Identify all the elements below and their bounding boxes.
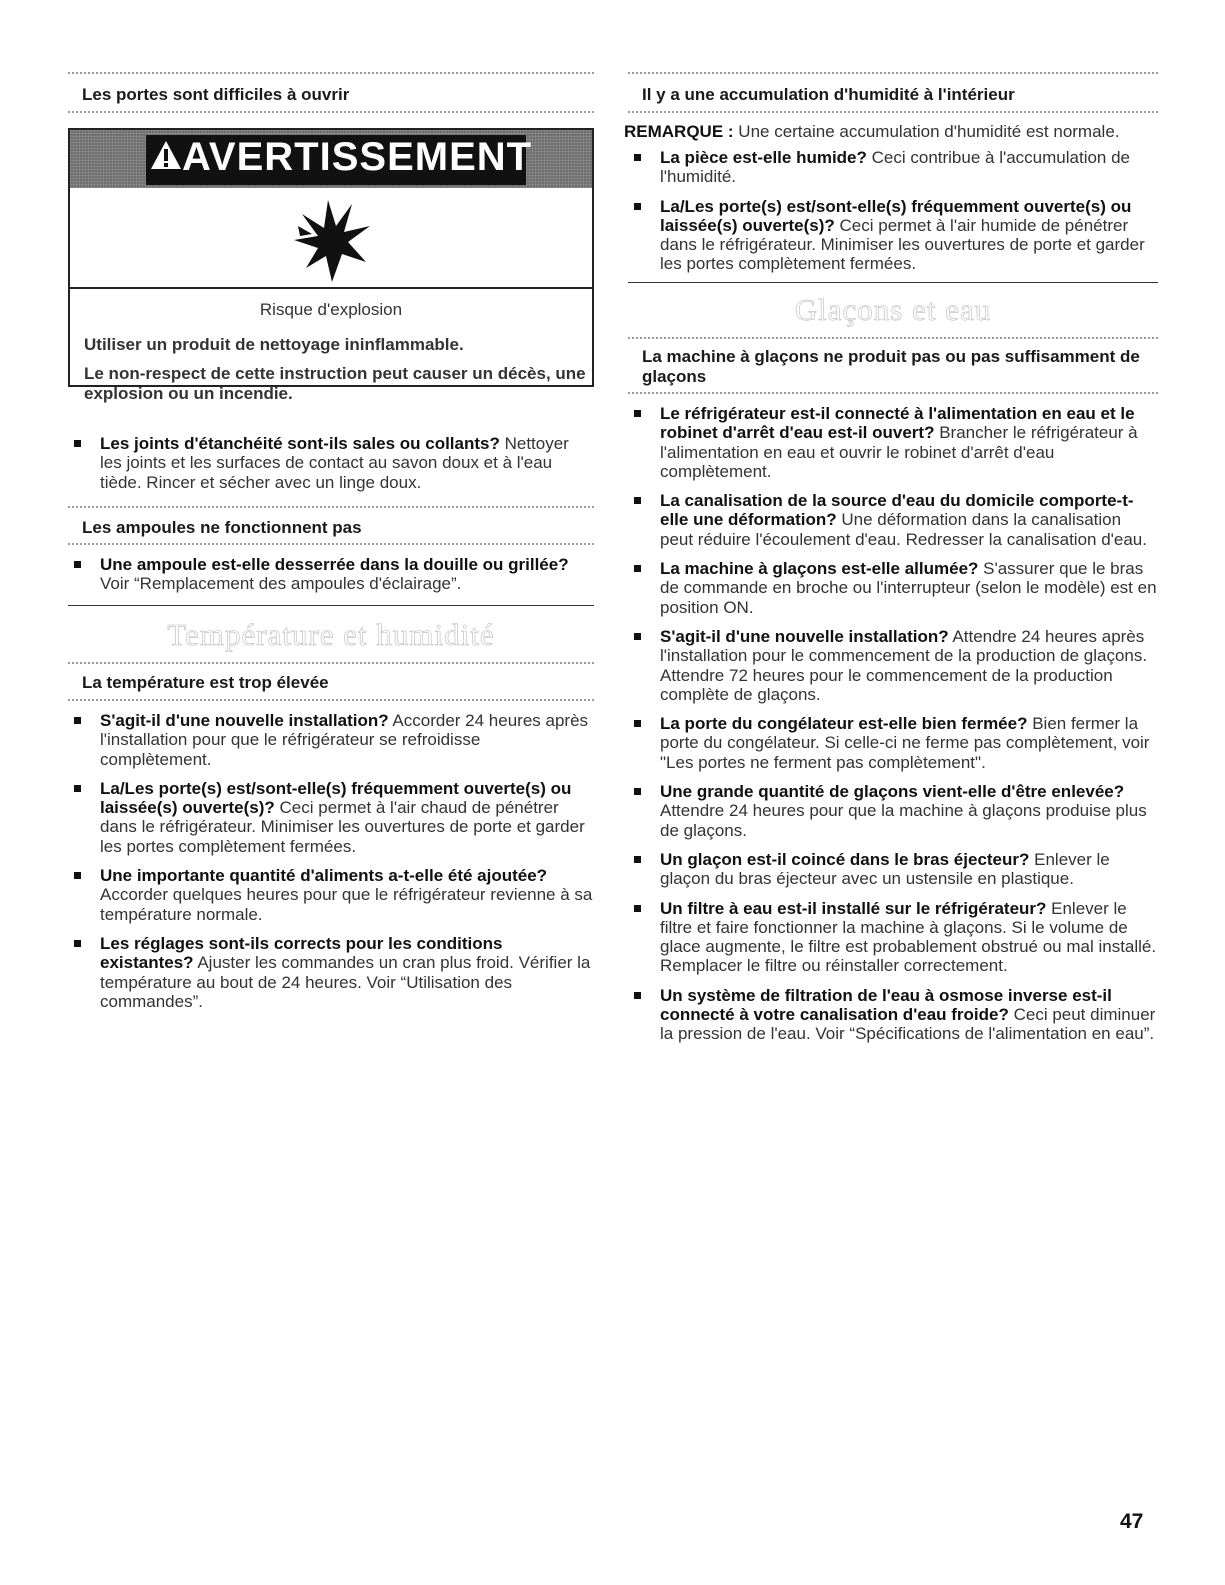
question: La machine à glaçons est-elle allumée? [660, 559, 979, 579]
list-item [628, 148, 1158, 187]
question: Une ampoule est-elle desserrée dans la douille ou grillée? [100, 555, 569, 574]
list-item [628, 627, 1158, 704]
question: Un système de filtration de l'eau à osmose inverse est-il connecté à votre canalisation d'eau froide? [660, 985, 1112, 1025]
warning-triangle-icon [150, 140, 182, 170]
note-text: Une certaine accumulation d'humidité est normale. [733, 122, 1120, 141]
answer: Ceci permet à l'air chaud de pénétrer dans le réfrigérateur. Minimiser les ouvertures de porte et garder les portes complètement fermées. [100, 798, 585, 856]
answer: Ceci peut diminuer la pression de l'eau. Voir “Spécifications de l'alimentation en eau”. [660, 1005, 1156, 1044]
question: La canalisation de la source d'eau du domicile comporte-t-elle une déformation? [660, 491, 1134, 530]
answer: Accorder quelques heures pour que le réfrigérateur revienne à sa température normale. [100, 885, 593, 924]
note-label: REMARQUE : [624, 122, 734, 141]
divider [68, 662, 594, 664]
answer: Bien fermer la porte du congélateur. Si celle-ci ne ferme pas complètement, voir "Les portes ne ferment pas complètement". [660, 714, 1150, 772]
divider [628, 392, 1158, 394]
question: S'agit-il d'une nouvelle installation? [660, 626, 949, 646]
list-item [628, 491, 1158, 549]
section-rule [628, 282, 1158, 283]
temp-list [68, 711, 594, 1021]
list-item [628, 404, 1158, 481]
question: Les réglages sont-ils corrects pour les conditions existantes? [100, 933, 503, 973]
question: Un filtre à eau est-il installé sur le réfrigérateur? [660, 898, 1047, 918]
list-item [628, 714, 1158, 772]
list-item [628, 197, 1158, 274]
humidity-list [628, 148, 1158, 284]
question: S'agit-il d'une nouvelle installation? [100, 711, 389, 730]
section-rule [68, 605, 594, 606]
question: La/Les porte(s) est/sont-elle(s) fréquemment ouverte(s) ou laissée(s) ouverte(s)? [660, 196, 1132, 235]
heading-doors-hard-to-open: Les portes sont difficiles à ouvrir [82, 85, 350, 104]
divider [70, 287, 592, 289]
answer: Une déformation dans la canalisation peut réduire l'écoulement d'eau. Redresser la canalisation d'eau. [660, 510, 1147, 549]
divider [68, 72, 594, 74]
question: Une importante quantité d'aliments a-t-elle été ajoutée? [100, 866, 548, 886]
divider [628, 111, 1158, 113]
answer: Brancher le réfrigérateur à l'alimentation en eau et ouvrir le robinet d'arrêt d'eau complètement. [660, 423, 1138, 481]
list-item [68, 555, 594, 594]
list-item [68, 434, 594, 492]
question: Les joints d'étanchéité sont-ils sales ou collants? [100, 434, 500, 453]
section-title-ice-water: Glaçons et eau [794, 292, 992, 327]
warning-consequence: Le non-respect de cette instruction peut causer un décès, une explosion ou un incendie. [84, 364, 586, 403]
divider [68, 543, 594, 545]
joints-list [68, 434, 594, 492]
warning-subtitle: Risque d'explosion [259, 300, 403, 319]
list-item [68, 711, 594, 769]
divider [68, 699, 594, 701]
list-item [628, 559, 1158, 617]
question: La/Les porte(s) est/sont-elle(s) fréquemment ouverte(s) ou laissée(s) ouverte(s)? [100, 778, 572, 818]
divider [628, 337, 1158, 339]
divider [628, 72, 1158, 74]
list-item [68, 779, 594, 856]
answer: Attendre 24 heures pour que la machine à glaçons produise plus de glaçons. [660, 801, 1147, 840]
answer: Ceci contribue à l'accumulation de l'humidité. [660, 148, 1131, 187]
answer: Ajuster les commandes un cran plus froid. Vérifier la température au bout de 24 heures. Voir “Utilisation des commandes”. [100, 953, 591, 1011]
question: La porte du congélateur est-elle bien fermée? [660, 714, 1028, 734]
answer: Enlever le filtre et faire fonctionner la machine à glaçons. Si le volume de glace augmente, le filtre est probablement obstrué ou mal installé. Remplacer le filtre ou réinstaller correctement. [660, 898, 1157, 976]
list-item [68, 934, 594, 1011]
list-item [628, 850, 1158, 889]
heading-temp-too-high: La température est trop élevée [82, 673, 329, 692]
answer: Attendre 24 heures après l'installation pour le commencement de la production de glaçons. Attendre 72 heures pour le commencement de la production complète de glaçons. [660, 626, 1148, 704]
page-number: 47 [1120, 1510, 1144, 1533]
warning-box [68, 128, 594, 403]
answer: Accorder 24 heures après l'installation pour que le réfrigérateur se refroidisse complètement. [100, 711, 589, 769]
answer: Ceci permet à l'air humide de pénétrer dans le réfrigérateur. Minimiser les ouvertures de porte et garder les portes complètement fermées. [660, 215, 1145, 274]
warning-label: AVERTISSEMENT [182, 135, 533, 179]
question: La pièce est-elle humide? [660, 148, 867, 167]
heading-humidity: Il y a une accumulation d'humidité à l'intérieur [642, 85, 1015, 104]
section-title-temperature: Température et humidité [167, 617, 495, 652]
list-item [628, 782, 1158, 840]
explosion-icon [292, 196, 372, 284]
question: Le réfrigérateur est-il connecté à l'alimentation en eau et le robinet d'arrêt d'eau est-il ouvert? [660, 404, 1135, 443]
list-item [628, 986, 1158, 1044]
divider [68, 506, 594, 508]
question: Un glaçon est-il coincé dans le bras éjecteur? [660, 849, 1030, 869]
note [624, 122, 1120, 142]
heading-bulbs: Les ampoules ne fonctionnent pas [82, 518, 362, 537]
answer: Enlever le glaçon du bras éjecteur avec un ustensile en plastique. [660, 849, 1110, 889]
heading-ice-maker: La machine à glaçons ne produit pas ou pas suffisamment de glaçons [642, 347, 1140, 386]
question: Une grande quantité de glaçons vient-elle d'être enlevée? [660, 782, 1125, 802]
ice-list [628, 404, 1158, 1054]
list-item [68, 866, 594, 924]
warning-instruction: Utiliser un produit de nettoyage ininflammable. [84, 335, 464, 354]
answer: Voir “Remplacement des ampoules d'éclairage”. [100, 574, 462, 594]
answer: Nettoyer les joints et les surfaces de contact au savon doux et à l'eau tiède. Rincer et sécher avec un linge doux. [100, 434, 569, 492]
bulbs-list [68, 555, 594, 604]
answer: S'assurer que le bras de commande en broche ou l'interrupteur (selon le modèle) est en position ON. [660, 559, 1157, 617]
list-item [628, 899, 1158, 976]
divider [68, 111, 594, 113]
warning-header [70, 130, 592, 188]
left-column-body [68, 434, 594, 502]
